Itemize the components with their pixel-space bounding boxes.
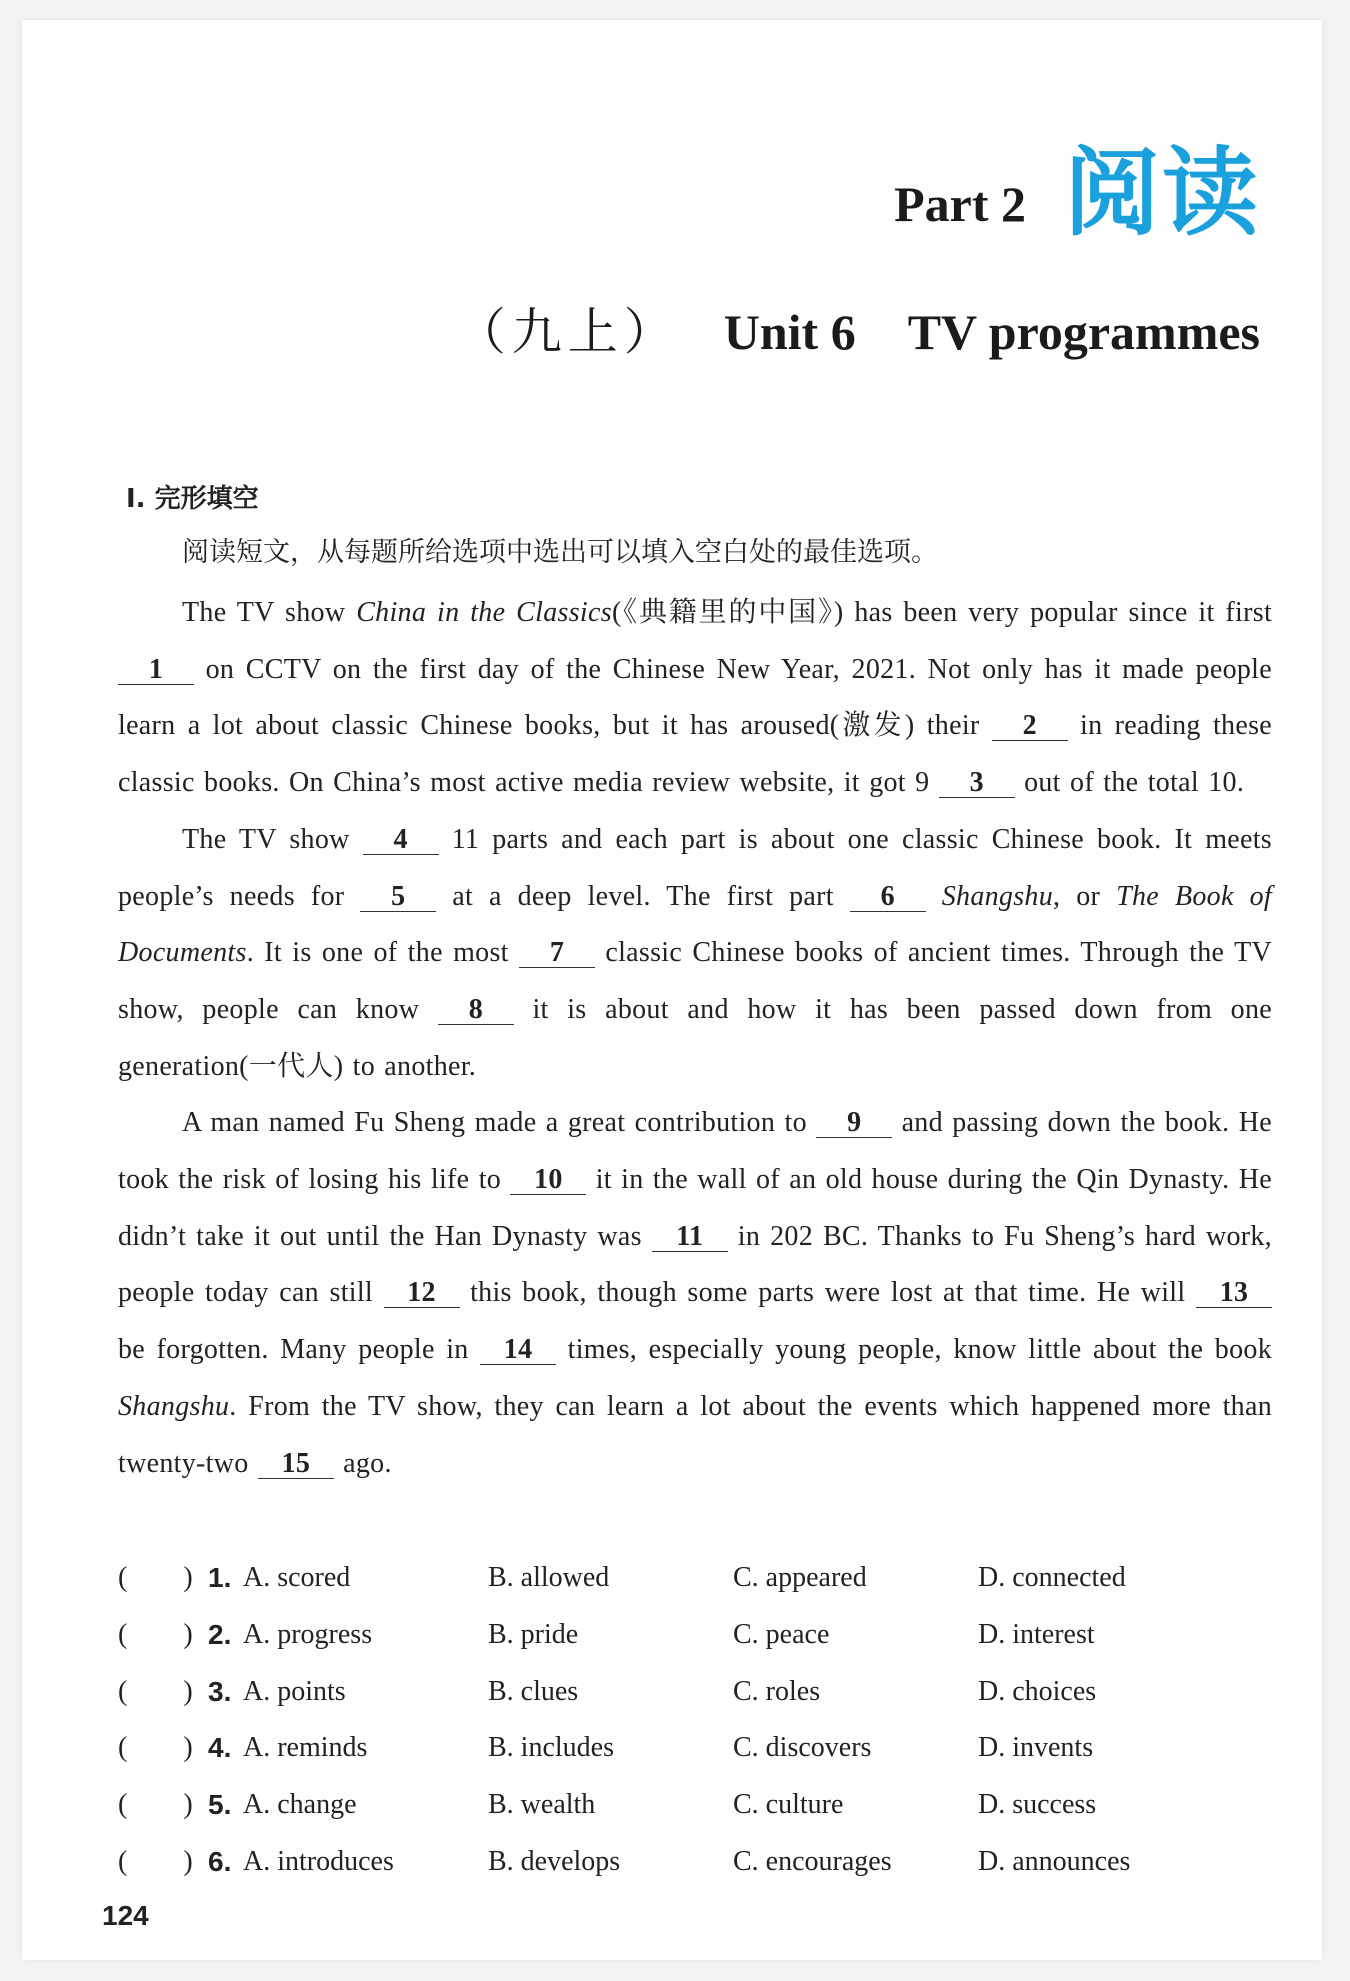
answer-parenthesis: ( ) <box>118 1789 193 1821</box>
text-run: . From the TV show, they can learn a lot about the events which happened more than twenty-two <box>118 1390 1272 1479</box>
page <box>22 20 1322 1960</box>
text-run: it is about and how it has been passed down from one generation(一代人) to another. <box>118 993 1272 1082</box>
blank-5: 5 <box>360 883 436 912</box>
answer-parenthesis: ( ) <box>118 1845 193 1877</box>
question-row <box>118 1550 1272 1607</box>
answer-parenthesis: ( ) <box>118 1562 193 1594</box>
text-run: , or <box>1053 880 1117 912</box>
text-run: at a deep level. The first part <box>436 880 850 912</box>
blank-12: 12 <box>384 1279 460 1308</box>
option-a: A. change <box>243 1789 357 1821</box>
answer-parenthesis: ( ) <box>118 1619 193 1651</box>
blank-13: 13 <box>1196 1279 1272 1308</box>
text-run: on CCTV on the first day of the Chinese New Year, 2021. Not only has it made people learn a lot about classic Chinese books, but it has aroused(激发) their <box>118 653 1272 742</box>
text-run: be forgotten. Many people in <box>118 1334 481 1366</box>
cloze-passage <box>118 585 1272 1492</box>
question-number: 1. <box>208 1562 232 1594</box>
option-c: C. culture <box>733 1789 844 1821</box>
section-instruction: 阅读短文，从每题所给选项中选出可以填入空白处的最佳选项。 <box>182 537 938 568</box>
option-d: D. invents <box>978 1732 1094 1764</box>
blank-2: 2 <box>992 712 1068 741</box>
paragraph-3 <box>118 1095 1272 1492</box>
option-c: C. peace <box>733 1619 830 1651</box>
paragraph-1 <box>118 585 1272 812</box>
blank-15: 15 <box>258 1450 334 1479</box>
question-number: 5. <box>208 1789 232 1821</box>
option-a: A. progress <box>243 1619 373 1651</box>
blank-10: 10 <box>510 1166 586 1195</box>
italic-title: China in the Classics <box>356 597 612 628</box>
text-run: 11 parts and each part is about one classic Chinese book. It meets people’s needs for <box>118 823 1273 912</box>
option-b: B. develops <box>488 1845 621 1877</box>
text-run: . It is one of the most <box>246 937 520 969</box>
blank-14: 14 <box>480 1336 556 1365</box>
option-d: D. announces <box>978 1845 1131 1877</box>
text-run: The TV show <box>182 597 357 628</box>
question-number: 2. <box>208 1619 232 1651</box>
text-run: and passing down the book. He took the risk of losing his life to <box>118 1107 1272 1196</box>
text-run: times, especially young people, know little about the book <box>556 1334 1272 1366</box>
option-c: C. discovers <box>733 1732 872 1764</box>
question-number: 3. <box>208 1675 232 1707</box>
text-run: in reading these classic books. On China’s most active media review website, it got 9 <box>118 710 1272 799</box>
italic-title: Shangshu <box>118 1390 230 1422</box>
unit-topic: TV programmes <box>907 304 1260 360</box>
option-b: B. pride <box>488 1619 579 1651</box>
italic-title: Shangshu <box>941 880 1054 912</box>
option-c: C. roles <box>733 1675 821 1707</box>
grade-label: （九上） <box>455 303 680 361</box>
option-b: B. allowed <box>488 1562 610 1594</box>
option-a: A. introduces <box>243 1845 394 1877</box>
page-number: 124 <box>102 1900 149 1931</box>
part-header <box>894 137 1260 249</box>
part-title-cn: 阅读 <box>1064 137 1260 249</box>
question-row <box>118 1833 1272 1890</box>
blank-6: 6 <box>850 883 926 912</box>
option-d: D. success <box>978 1789 1097 1821</box>
answer-parenthesis: ( ) <box>118 1675 193 1707</box>
text-run: The TV show <box>182 823 363 855</box>
blank-3: 3 <box>939 769 1015 798</box>
italic-title: The Book of Documents <box>118 880 1272 969</box>
question-number: 4. <box>208 1732 232 1764</box>
option-d: D. connected <box>978 1562 1126 1594</box>
unit-label: Unit 6 <box>723 304 856 360</box>
question-row <box>118 1777 1272 1834</box>
blank-4: 4 <box>363 826 439 855</box>
option-b: B. includes <box>488 1732 614 1764</box>
option-c: C. appeared <box>733 1562 867 1594</box>
option-a: A. points <box>243 1675 346 1707</box>
option-b: B. wealth <box>488 1789 596 1821</box>
option-d: D. choices <box>978 1675 1097 1707</box>
text-run: ago. <box>333 1447 392 1479</box>
text-run: it in the wall of an old house during the Qin Dynasty. He didn’t take it out until the Han Dynasty was <box>118 1164 1272 1252</box>
option-a: A. scored <box>243 1562 351 1594</box>
question-row <box>118 1663 1272 1720</box>
blank-8: 8 <box>438 996 514 1025</box>
text-run: A man named Fu Sheng made a great contribution to <box>182 1107 817 1139</box>
paragraph-2 <box>118 812 1272 1096</box>
answer-parenthesis: ( ) <box>118 1732 193 1764</box>
option-c: C. encourages <box>733 1845 892 1877</box>
section-heading: Ⅰ. 完形填空 <box>126 484 259 514</box>
question-number: 6. <box>208 1845 232 1877</box>
part-label: Part 2 <box>894 176 1026 232</box>
text-run: in 202 BC. Thanks to Fu Sheng’s hard work, people today can still <box>118 1220 1272 1309</box>
question-row <box>118 1607 1272 1664</box>
text-run: classic Chinese books of ancient times. Through the TV show, people can know <box>118 937 1272 1025</box>
option-a: A. reminds <box>243 1732 368 1764</box>
question-row <box>118 1720 1272 1777</box>
option-d: D. interest <box>978 1619 1095 1651</box>
text-run: out of the total 10. <box>1014 767 1245 799</box>
blank-9: 9 <box>816 1109 892 1138</box>
text-run: (《典籍里的中国》) has been very popular since it first <box>611 597 1273 628</box>
option-b: B. clues <box>488 1675 579 1707</box>
unit-title <box>456 292 1260 364</box>
blank-1: 1 <box>118 656 194 685</box>
text-run: this book, though some parts were lost at that time. He will <box>459 1277 1196 1309</box>
blank-7: 7 <box>519 939 595 968</box>
blank-11: 11 <box>652 1223 728 1252</box>
question-options <box>118 1550 1272 1890</box>
